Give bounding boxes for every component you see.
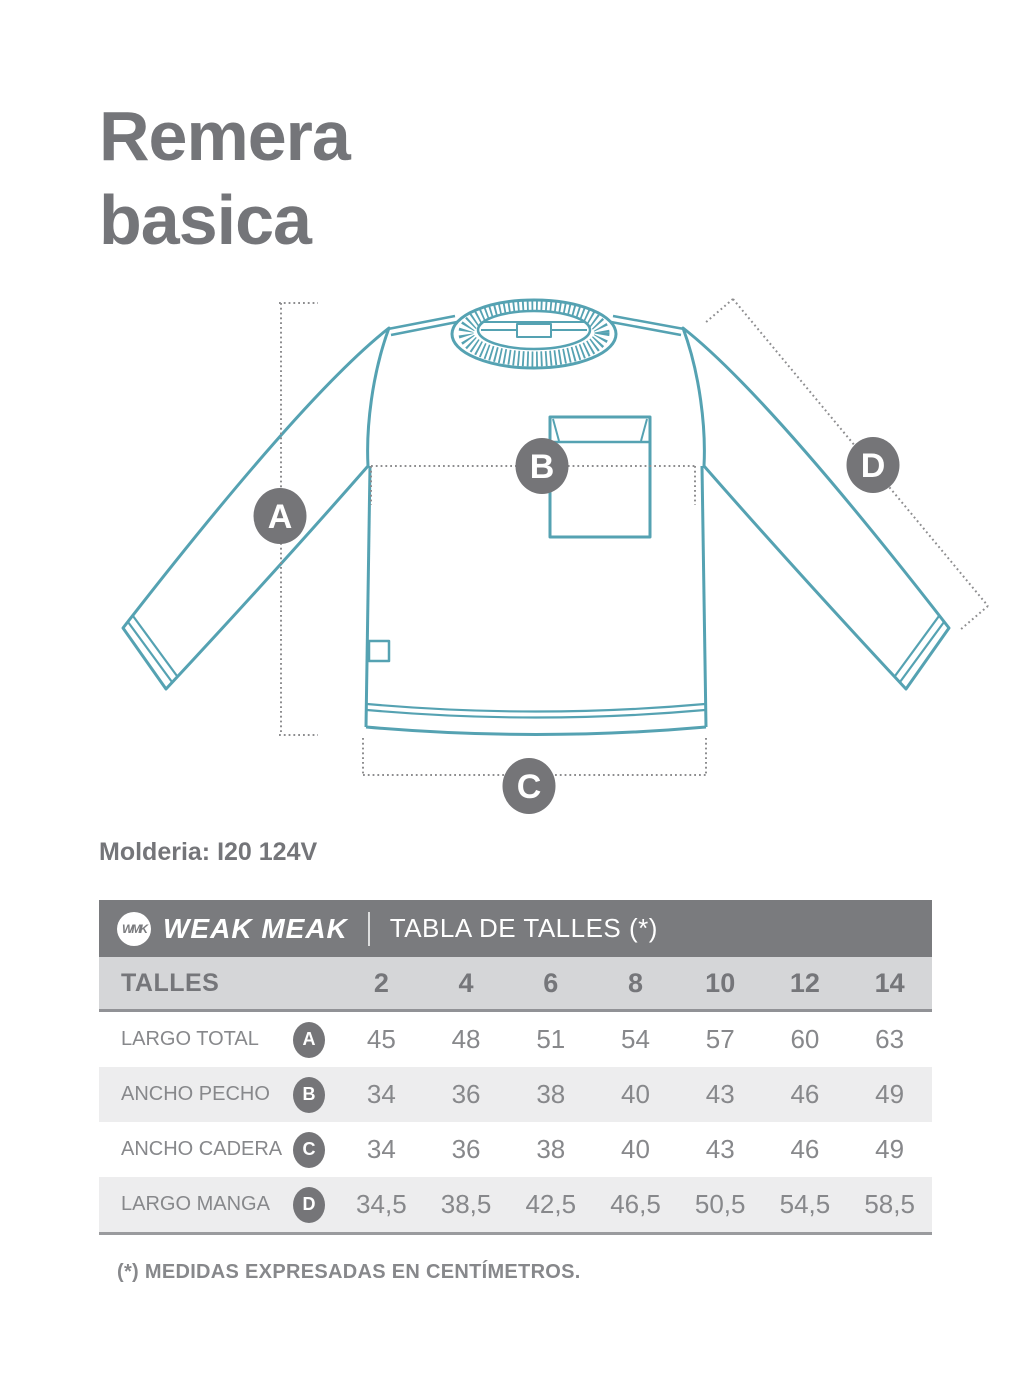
units-footnote: (*) MEDIDAS EXPRESADAS EN CENTÍMETROS. bbox=[117, 1261, 581, 1283]
row-label: LARGO MANGA bbox=[121, 1193, 270, 1215]
sizes-label-cell bbox=[99, 969, 339, 998]
measurement-value: 58,5 bbox=[864, 1189, 915, 1219]
measurement-value: 54,5 bbox=[779, 1189, 831, 1219]
measurement-value: 42,5 bbox=[525, 1189, 577, 1219]
size-column-header: 2 bbox=[373, 967, 389, 998]
hem-stitches bbox=[367, 704, 705, 718]
measurement-row bbox=[99, 1067, 932, 1122]
measurement-value: 40 bbox=[621, 1079, 650, 1109]
brand-name: WEAK MEAK bbox=[163, 912, 348, 944]
collar bbox=[452, 300, 616, 368]
body bbox=[366, 466, 706, 735]
size-column-header: 14 bbox=[874, 967, 905, 998]
pattern-code: Molderia: I20 124V bbox=[99, 838, 318, 866]
measurement-value: 46 bbox=[790, 1079, 820, 1109]
measurement-value: 38,5 bbox=[440, 1189, 492, 1219]
measurement-value: 51 bbox=[536, 1024, 566, 1054]
header-divider bbox=[368, 912, 370, 946]
row-marker-badge: B bbox=[293, 1077, 325, 1113]
measurement-value: 40 bbox=[621, 1134, 650, 1164]
garment-diagram bbox=[0, 280, 1025, 828]
row-label-cell bbox=[99, 1077, 339, 1113]
svg-text:B: B bbox=[529, 448, 555, 486]
marker-d-badge bbox=[847, 437, 900, 493]
page-title-line1: Remera bbox=[99, 97, 350, 175]
measurement-value: 36 bbox=[451, 1079, 481, 1109]
size-column-header: 4 bbox=[458, 967, 474, 998]
marker-a-badge bbox=[254, 488, 307, 544]
measurement-value: 46,5 bbox=[610, 1189, 661, 1219]
measurement-value: 43 bbox=[705, 1134, 735, 1164]
marker-b-badge bbox=[516, 438, 569, 494]
sizes-label: TALLES bbox=[121, 968, 220, 997]
row-marker-badge: D bbox=[293, 1187, 325, 1223]
measurement-value: 46 bbox=[790, 1134, 820, 1164]
measurement-value: 49 bbox=[875, 1134, 905, 1164]
measurement-value: 36 bbox=[451, 1134, 481, 1164]
size-column-header: 6 bbox=[543, 967, 559, 998]
measurement-value: 34 bbox=[366, 1134, 396, 1164]
measurement-value: 57 bbox=[705, 1024, 735, 1054]
measurement-value: 63 bbox=[875, 1024, 905, 1054]
measurement-value: 45 bbox=[366, 1024, 396, 1054]
measurement-value: 38 bbox=[536, 1134, 566, 1164]
measurement-value: 54 bbox=[621, 1024, 650, 1054]
sleeve-right bbox=[683, 328, 949, 689]
size-column-header: 10 bbox=[705, 967, 736, 998]
row-label: ANCHO PECHO bbox=[121, 1083, 270, 1105]
sizes-header-row bbox=[99, 957, 932, 1012]
measurement-row bbox=[99, 1122, 932, 1177]
measurement-row bbox=[99, 1012, 932, 1067]
page-title bbox=[99, 94, 350, 262]
svg-text:D: D bbox=[860, 447, 886, 485]
measurement-value: 50,5 bbox=[694, 1189, 746, 1219]
row-label: ANCHO CADERA bbox=[121, 1138, 283, 1160]
row-marker-badge: A bbox=[293, 1022, 325, 1058]
row-label-cell bbox=[99, 1022, 339, 1058]
size-column-header: 12 bbox=[789, 967, 820, 998]
brand-monogram: WMK bbox=[122, 921, 146, 936]
svg-text:A: A bbox=[267, 498, 293, 536]
page-title-line2: basica bbox=[99, 181, 311, 259]
row-marker-badge: C bbox=[293, 1132, 325, 1168]
size-table bbox=[99, 900, 932, 1235]
table-header-bar bbox=[99, 900, 932, 957]
marker-c-badge bbox=[503, 758, 556, 814]
brand-logo-icon bbox=[117, 912, 151, 946]
measurement-value: 60 bbox=[790, 1024, 820, 1054]
measurement-value: 48 bbox=[451, 1024, 481, 1054]
size-table-body bbox=[99, 1012, 932, 1232]
row-label-cell bbox=[99, 1132, 339, 1168]
measurement-value: 38 bbox=[536, 1079, 566, 1109]
measurement-value: 43 bbox=[705, 1079, 735, 1109]
measurement-value: 49 bbox=[875, 1079, 905, 1109]
row-label: LARGO TOTAL bbox=[121, 1028, 259, 1050]
measurement-row bbox=[99, 1177, 932, 1232]
table-title: TABLA DE TALLES (*) bbox=[389, 913, 658, 943]
size-column-header: 8 bbox=[627, 967, 643, 998]
row-label-cell bbox=[99, 1187, 339, 1223]
side-tab bbox=[369, 641, 389, 661]
measurement-value: 34 bbox=[366, 1079, 396, 1109]
collar-label bbox=[517, 324, 551, 337]
svg-text:C: C bbox=[516, 768, 542, 806]
measurement-value: 34,5 bbox=[356, 1189, 407, 1219]
